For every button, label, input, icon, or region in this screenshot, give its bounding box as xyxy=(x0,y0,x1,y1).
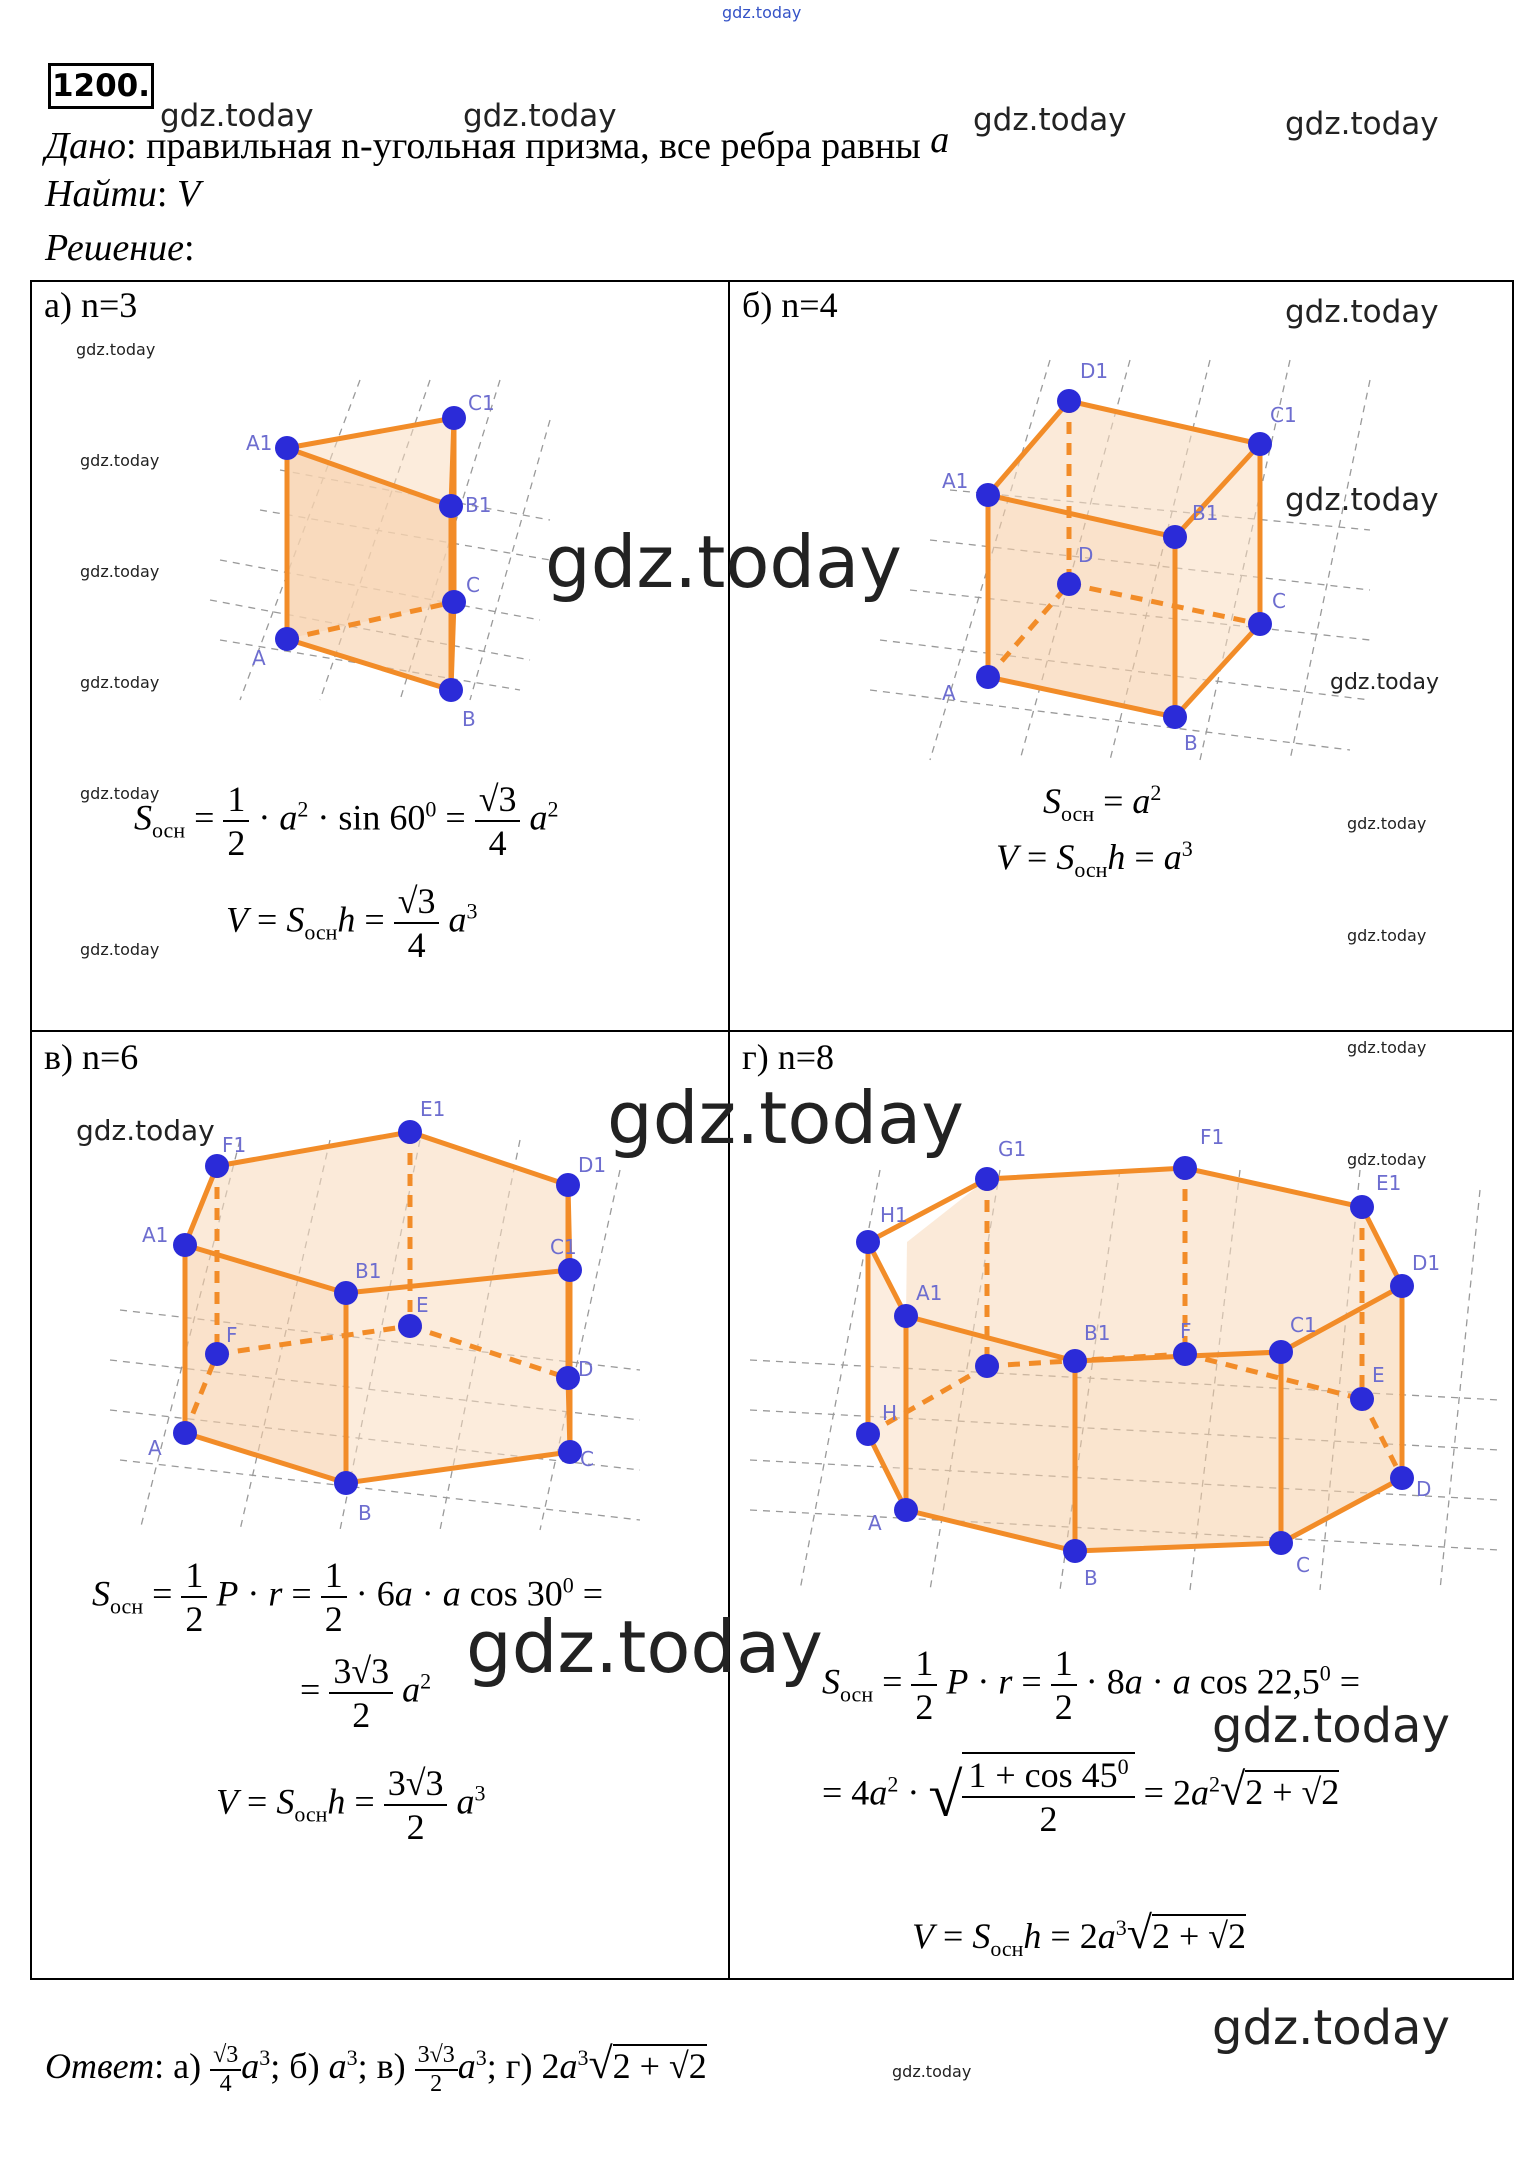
watermark: gdz.today xyxy=(463,98,617,134)
formula-d-volume: $V = S_{осн}h = 2a^3√2 + √2$ xyxy=(912,1907,1247,1962)
problem-number: 1200. xyxy=(48,63,154,109)
prism-figure-n6 xyxy=(100,1080,660,1540)
vertex-label: B1 xyxy=(465,493,492,517)
vertex-label: C xyxy=(466,573,480,597)
vertex-label: F xyxy=(1180,1319,1192,1343)
vertex-label: C1 xyxy=(1290,1313,1317,1337)
watermark: gdz.today xyxy=(545,520,902,604)
formula-c-area-cont: = $\frac{3√3}{2}$ $a^2$ xyxy=(300,1651,432,1735)
prism-figure-n4 xyxy=(870,340,1390,770)
formula-b-volume: $V = S_{осн}h = a^3$ xyxy=(996,836,1193,883)
watermark: gdz.today xyxy=(607,1076,964,1160)
watermark: gdz.today xyxy=(1285,106,1439,142)
vertex-label: A1 xyxy=(942,469,969,493)
formula-a-area: $S_{осн}$ = $\frac{1}{2}$ · $a^2 \cdot \sin 60^0$ = $\frac{√3}{4}$ $a^2$ xyxy=(134,779,559,863)
watermark: gdz.today xyxy=(892,2062,972,2081)
vertex-label: B1 xyxy=(1084,1321,1111,1345)
find-line xyxy=(45,172,200,216)
watermark: gdz.today xyxy=(76,340,156,359)
formula-c-area: $S_{осн}$ = $\frac{1}{2}$ P · r = $\frac{1}{2}$ · 6a · a $\cos 30^0$ = xyxy=(92,1555,604,1639)
vertex-label: D1 xyxy=(1080,359,1109,383)
vertex-label: C1 xyxy=(1270,403,1297,427)
watermark: gdz.today xyxy=(1330,670,1440,695)
cell-c-label: в) n=6 xyxy=(44,1037,139,1077)
watermark: gdz.today xyxy=(80,562,160,581)
vertex-label: B1 xyxy=(1192,501,1219,525)
vertex-label: G1 xyxy=(998,1137,1027,1161)
vertex-label: A xyxy=(942,681,956,705)
vertex-label: B xyxy=(462,707,476,731)
formula-a-volume: $V = S_{осн}h$ = $\frac{√3}{4}$ $a^3$ xyxy=(226,881,478,965)
find-label: Найти xyxy=(45,173,157,215)
formula-c-volume: $V = S_{осн}h$ = $\frac{3√3}{2}$ $a^3$ xyxy=(216,1763,486,1847)
vertex-label: B1 xyxy=(355,1259,382,1283)
given-text: : правильная n-угольная призма, все ребра равны xyxy=(126,125,931,167)
watermark: gdz.today xyxy=(160,98,314,134)
vertex-label: B xyxy=(1084,1566,1098,1590)
watermark: gdz.today xyxy=(466,1605,823,1689)
formula-d-area: $S_{осн}$ = $\frac{1}{2}$ P · r = $\frac{1}{2}$ · 8a · a $\cos 22,5^0$ = xyxy=(822,1643,1361,1727)
vertex-label: D xyxy=(1078,543,1094,567)
find-text: : xyxy=(156,173,177,215)
solution-text: : xyxy=(183,227,195,269)
vertex-label: D xyxy=(1416,1477,1432,1501)
watermark: gdz.today xyxy=(973,102,1127,138)
watermark: gdz.today xyxy=(722,3,802,22)
face xyxy=(346,1270,570,1483)
vertex-label: A1 xyxy=(142,1223,169,1247)
vertex-label: F1 xyxy=(222,1133,247,1157)
vertex-label: E1 xyxy=(420,1097,446,1121)
watermark: gdz.today xyxy=(1212,1698,1450,1754)
cell-b-label: б) n=4 xyxy=(742,285,838,325)
vertex-label: C xyxy=(1272,589,1286,613)
watermark: gdz.today xyxy=(1285,294,1439,330)
watermark: gdz.today xyxy=(1347,926,1427,945)
formula-d-area-cont: = $4a^2$ · √ $\frac{1 + \cos 45^0}{2}$ = $2a^2√2 + √2$ xyxy=(822,1754,1340,1839)
given-label: Дано xyxy=(45,125,127,167)
solution-label: Решение xyxy=(45,227,184,269)
vertex-label: E1 xyxy=(1376,1171,1402,1195)
vertex-label: F1 xyxy=(1200,1125,1225,1149)
vertex-label: D xyxy=(578,1357,594,1381)
watermark: gdz.today xyxy=(1347,1150,1427,1169)
watermark: gdz.today xyxy=(80,940,160,959)
answer-line: Ответ: а) $\frac{√3}{4}$ $a^3$; б) $a^3$; в) $\frac{3√3}{2}$ $a^3$; г) $2a^3√2 + √2$ xyxy=(45,2039,707,2097)
vertex-label: E xyxy=(1372,1363,1385,1387)
watermark: gdz.today xyxy=(80,451,160,470)
cell-a-label: а) n=3 xyxy=(44,285,138,325)
given-var: a xyxy=(930,119,950,161)
find-var: V xyxy=(176,173,201,215)
vertex-label: C1 xyxy=(550,1235,577,1259)
given-line xyxy=(45,118,949,168)
watermark: gdz.today xyxy=(76,1114,215,1147)
prism-figure-n3 xyxy=(200,360,560,740)
formula-b-area: $S_{осн} = a^2$ xyxy=(1043,780,1162,827)
vertex-label: A xyxy=(148,1436,162,1460)
vertex-label: F xyxy=(226,1323,238,1347)
watermark: gdz.today xyxy=(1347,1038,1427,1057)
watermark: gdz.today xyxy=(80,784,160,803)
vertex-label: B xyxy=(1184,731,1198,755)
table-divider xyxy=(30,1030,1514,1032)
cell-d-label: г) n=8 xyxy=(742,1037,835,1077)
watermark: gdz.today xyxy=(1347,814,1427,833)
vertex-label: D1 xyxy=(578,1153,607,1177)
vertex-label: C xyxy=(1296,1553,1310,1577)
vertex-label: A xyxy=(252,646,266,670)
prism-figure-n8 xyxy=(740,1110,1510,1610)
vertex-label: B xyxy=(358,1501,372,1525)
watermark: gdz.today xyxy=(1285,482,1439,518)
watermark: gdz.today xyxy=(80,673,160,692)
solution-line xyxy=(45,226,195,270)
vertex-label: E xyxy=(416,1293,429,1317)
vertex-label: A xyxy=(868,1511,882,1535)
vertex-label: H1 xyxy=(880,1203,908,1227)
vertex-label: H xyxy=(882,1401,898,1425)
vertex-label: A1 xyxy=(916,1281,943,1305)
watermark: gdz.today xyxy=(1212,2000,1450,2056)
vertex-label: A1 xyxy=(246,431,273,455)
vertex-label: C1 xyxy=(468,391,495,415)
vertex-label: C xyxy=(580,1447,594,1471)
answer-label: Ответ xyxy=(45,2046,155,2086)
vertex-label: D1 xyxy=(1412,1251,1441,1275)
